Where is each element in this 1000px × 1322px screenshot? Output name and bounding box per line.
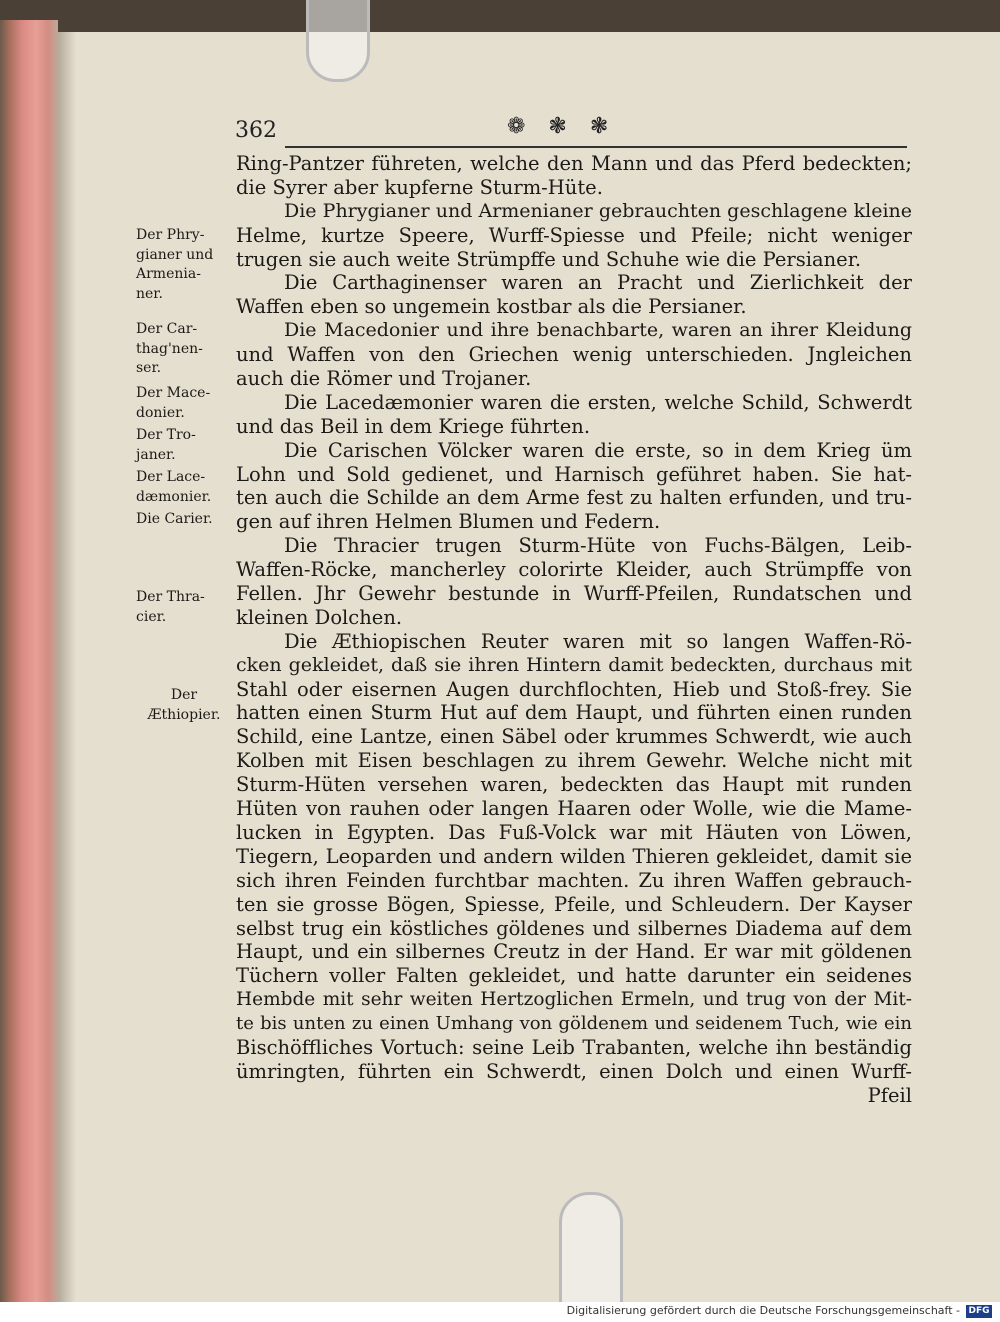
text-line: hatten einen Sturm Hut auf dem Haupt, und führten einen runden <box>236 701 912 725</box>
sidenote-line: cier. <box>136 608 167 625</box>
text-line: Sturm-Hüten versehen waren, bedeckten das Haupt mit runden <box>236 773 912 797</box>
text-line: Hembde mit sehr weiten Hertzoglichen Ermeln, und trug von der Mit- <box>236 989 912 1011</box>
text-line: gen auf ihren Helmen Blumen und Federn. <box>236 510 661 534</box>
text-line: kleinen Dolchen. <box>236 605 403 629</box>
text-line: te bis unten zu einen Umhang von göldenem und seidenem Tuch, wie ein <box>236 1013 912 1035</box>
sidenote-line: Der Mace- <box>136 385 211 401</box>
header-ornament: ❁ ❃ ❃ <box>507 114 617 139</box>
page-clip-top <box>306 0 370 82</box>
sidenote-line: ser. <box>136 360 162 376</box>
dfg-logo-icon: DFG <box>966 1305 992 1318</box>
header-rule <box>285 146 907 148</box>
text-line: Helme, kurtze Speere, Wurff-Spiesse und Pfeile; nicht weniger <box>236 223 912 247</box>
text-line: Stahl oder eisernen Augen durchflochten, Hieb und Stoß-frey. Sie <box>236 677 912 701</box>
page-clip-bottom <box>559 1192 623 1302</box>
sidenote-line: ner. <box>136 285 163 302</box>
sidenote-line: Die Carier. <box>136 511 213 527</box>
text-line: die Syrer aber kupferne Sturm-Hüte. <box>236 175 603 199</box>
sidenote-carier <box>136 510 232 530</box>
text-line: Kolben mit Eisen beschlagen zu ihrem Gewehr. Welche nicht mit <box>236 749 912 773</box>
sidenote-line: donier. <box>136 404 185 421</box>
main-text-block <box>236 152 912 1108</box>
text-line: Schild, eine Lantze, einen Säbel oder krummes Schwerdt, wie auch <box>236 725 912 749</box>
sidenote-line: dæmonier. <box>136 488 212 505</box>
text-line: auch die Römer und Trojaner. <box>236 367 532 391</box>
page-number: 362 <box>235 118 277 143</box>
sidenote-line: janer. <box>136 446 176 463</box>
sidenote-line: Der <box>170 687 198 703</box>
text-line: Die Macedonier und ihre benachbarte, waren an ihrer Kleidung <box>284 319 912 342</box>
text-line: Die Phrygianer und Armenianer gebrauchten geschlagene kleine <box>284 199 912 222</box>
text-line: Die Thracier trugen Sturm-Hüte von Fuchs-Bälgen, Leib- <box>284 534 912 558</box>
text-line: Waffen eben so ungemein kostbar als die Persianer. <box>236 295 747 319</box>
text-line: trugen sie auch weite Strümpffe und Schuhe wie die Persianer. <box>236 247 862 271</box>
sidenote-line: Armenia- <box>136 266 201 282</box>
text-line: Die Lacedæmonier waren die ersten, welche Schild, Schwerdt <box>284 390 912 414</box>
gutter-shadow <box>58 32 76 1302</box>
sidenote-line: Der Tro- <box>136 427 196 443</box>
text-line: ümringten, führten ein Schwerdt, einen Dolch und einen Wurff- <box>236 1059 912 1083</box>
text-line: Bischöffliches Vortuch: seine Leib Trabanten, welche ihn beständig <box>236 1035 912 1059</box>
sidenote-lacedaemonier <box>136 468 232 507</box>
sidenote-line: Æthiopier. <box>147 706 221 723</box>
text-line: Haupt, und ein silbernes Creutz in der Hand. Er war mit göldenen <box>236 940 912 964</box>
sidenote-phrygianer <box>136 226 232 304</box>
page-header <box>235 114 907 148</box>
sidenote-line: Der Car- <box>136 321 198 337</box>
text-line: Die Carischen Völcker waren die erste, so in dem Krieg üm <box>284 438 912 462</box>
text-line: Fellen. Jhr Gewehr bestunde in Wurff-Pfeilen, Rundatschen und <box>236 582 912 606</box>
text-line: Tüchern voller Falten gekleidet, und hatte darunter ein seidenes <box>236 964 912 988</box>
funding-notice: Digitalisierung gefördert durch die Deutsche Forschungsgemeinschaft - <box>566 1304 960 1317</box>
text-line: Lohn und Sold gedienet, und Harnisch geführet haben. Sie hat- <box>236 462 912 486</box>
sidenote-trojaner <box>136 426 232 465</box>
text-line: sich ihren Feinden furchtbar machten. Zu ihren Waffen gebrauch- <box>236 868 912 892</box>
sidenote-line: Der Thra- <box>136 589 205 605</box>
text-line: ten auch die Schilde an dem Arme fest zu halten erfunden, und tru- <box>236 486 912 510</box>
book-page-edges <box>0 20 58 1302</box>
text-line: selbst trug ein köstliches göldenes und silbernes Diadema auf dem <box>236 916 912 940</box>
text-line: lucken in Egypten. Das Fuß-Volck war mit Häuten von Löwen, <box>236 820 912 844</box>
sidenote-macedonier <box>136 384 232 423</box>
text-line: Waffen-Röcke, mancherley colorirte Kleider, auch Strümpffe von <box>236 558 912 582</box>
sidenote-carthaginenser <box>136 320 232 379</box>
text-line: Die Æthiopischen Reuter waren mit so langen Waffen-Rö- <box>284 629 912 653</box>
catchword: Pfeil <box>867 1083 912 1107</box>
text-line: cken gekleidet, daß sie ihren Hintern damit bedeckten, durchaus mit <box>236 653 912 676</box>
text-line: und Waffen von den Griechen wenig unterschieden. Jngleichen <box>236 343 912 367</box>
sidenote-line: Der Lace- <box>136 469 206 485</box>
text-line: Die Carthaginenser waren an Pracht und Zierlichkeit der <box>284 271 912 295</box>
text-line: und das Beil in dem Kriege führten. <box>236 414 591 438</box>
text-line: ten sie grosse Bögen, Spiesse, Pfeile, und Schleudern. Der Kayser <box>236 892 912 916</box>
sidenote-line: thag'nen- <box>136 340 203 357</box>
footer-bar <box>0 1302 1000 1322</box>
sidenote-line: Der Phry- <box>136 227 205 243</box>
sidenote-aethiopier <box>136 686 232 725</box>
text-line: Hüten von rauhen oder langen Haaren oder Wolle, wie die Mame- <box>236 797 912 821</box>
text-line: Ring-Pantzer führeten, welche den Mann und das Pferd bedeckten; <box>236 152 912 175</box>
sidenote-line: gianer und <box>136 246 214 263</box>
text-line: Tiegern, Leoparden und andern wilden Thieren gekleidet, damit sie <box>236 844 912 868</box>
sidenote-thracier <box>136 588 232 627</box>
